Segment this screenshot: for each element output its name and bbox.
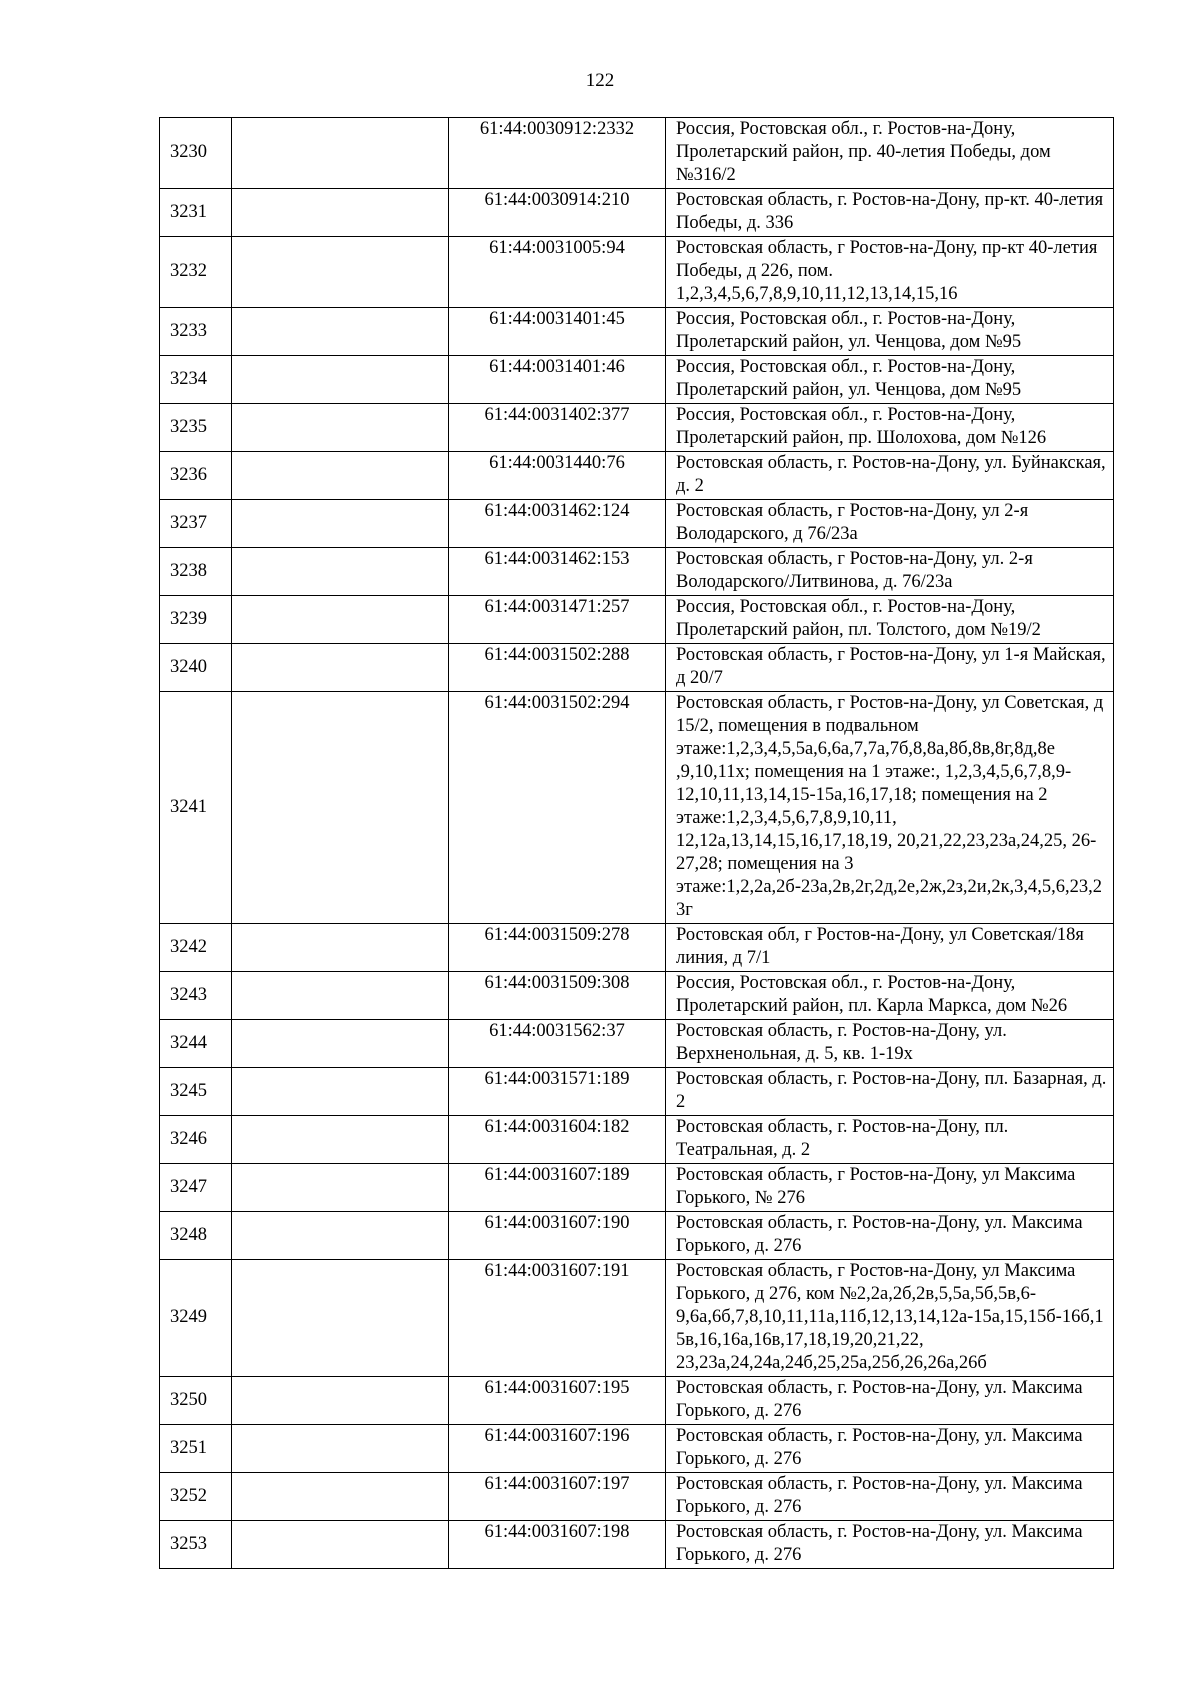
- row-number-cell: 3242: [160, 924, 232, 972]
- cadastral-number-cell: 61:44:0031607:189: [449, 1164, 666, 1212]
- address-cell: Ростовская область, г. Ростов-на-Дону, ул. Верхненольная, д. 5, кв. 1-19х: [666, 1020, 1114, 1068]
- table-row: [160, 1377, 1114, 1425]
- cadastral-number-cell: 61:44:0031607:191: [449, 1260, 666, 1377]
- cadastral-number-cell: 61:44:0031607:196: [449, 1425, 666, 1473]
- table-row: [160, 237, 1114, 308]
- address-cell: Ростовская область, г. Ростов-на-Дону, пр-кт. 40-летия Победы, д. 336: [666, 189, 1114, 237]
- empty-cell: [232, 1068, 449, 1116]
- address-cell: Ростовская область, г. Ростов-на-Дону, ул. Максима Горького, д. 276: [666, 1473, 1114, 1521]
- address-cell: Россия, Ростовская обл., г. Ростов-на-Дону, Пролетарский район, пл. Толстого, дом №19/2: [666, 596, 1114, 644]
- address-cell: Ростовская область, г. Ростов-на-Дону, ул. Буйнакская, д. 2: [666, 452, 1114, 500]
- table-row: [160, 356, 1114, 404]
- empty-cell: [232, 1116, 449, 1164]
- row-number-cell: 3243: [160, 972, 232, 1020]
- address-cell: Россия, Ростовская обл., г. Ростов-на-Дону, Пролетарский район, ул. Ченцова, дом №95: [666, 356, 1114, 404]
- table-row: [160, 692, 1114, 924]
- cadastral-number-cell: 61:44:0031607:195: [449, 1377, 666, 1425]
- row-number-cell: 3248: [160, 1212, 232, 1260]
- address-cell: Ростовская область, г Ростов-на-Дону, ул Максима Горького, № 276: [666, 1164, 1114, 1212]
- empty-cell: [232, 1260, 449, 1377]
- table-row: [160, 1164, 1114, 1212]
- address-cell: Ростовская область, г Ростов-на-Дону, пр-кт 40-летия Победы, д 226, пом. 1,2,3,4,5,6,7,8,9,10,11,12,13,14,15,16: [666, 237, 1114, 308]
- empty-cell: [232, 548, 449, 596]
- empty-cell: [232, 118, 449, 189]
- table-row: [160, 1260, 1114, 1377]
- cadastral-number-cell: 61:44:0030912:2332: [449, 118, 666, 189]
- row-number-cell: 3252: [160, 1473, 232, 1521]
- row-number-cell: 3237: [160, 500, 232, 548]
- table-row: [160, 972, 1114, 1020]
- cadastral-number-cell: 61:44:0031402:377: [449, 404, 666, 452]
- row-number-cell: 3231: [160, 189, 232, 237]
- cadastral-number-cell: 61:44:0031502:294: [449, 692, 666, 924]
- table-row: [160, 308, 1114, 356]
- cadastral-number-cell: 61:44:0031509:278: [449, 924, 666, 972]
- cadastral-number-cell: 61:44:0031462:153: [449, 548, 666, 596]
- row-number-cell: 3244: [160, 1020, 232, 1068]
- row-number-cell: 3240: [160, 644, 232, 692]
- registry-table-body: [160, 118, 1114, 1569]
- cadastral-number-cell: 61:44:0031604:182: [449, 1116, 666, 1164]
- cadastral-number-cell: 61:44:0031562:37: [449, 1020, 666, 1068]
- table-row: [160, 189, 1114, 237]
- cadastral-number-cell: 61:44:0031462:124: [449, 500, 666, 548]
- row-number-cell: 3239: [160, 596, 232, 644]
- table-row: [160, 1473, 1114, 1521]
- row-number-cell: 3235: [160, 404, 232, 452]
- table-row: [160, 644, 1114, 692]
- address-cell: Ростовская область, г Ростов-на-Дону, ул. 2-я Володарского/Литвинова, д. 76/23а: [666, 548, 1114, 596]
- page-number: 122: [585, 70, 615, 91]
- empty-cell: [232, 1473, 449, 1521]
- empty-cell: [232, 1425, 449, 1473]
- row-number-cell: 3246: [160, 1116, 232, 1164]
- table-row: [160, 924, 1114, 972]
- cadastral-number-cell: 61:44:0031571:189: [449, 1068, 666, 1116]
- address-cell: Ростовская обл, г Ростов-на-Дону, ул Советская/18я линия, д 7/1: [666, 924, 1114, 972]
- empty-cell: [232, 1020, 449, 1068]
- empty-cell: [232, 500, 449, 548]
- table-row: [160, 1020, 1114, 1068]
- table-row: [160, 1521, 1114, 1569]
- table-row: [160, 1425, 1114, 1473]
- cadastral-number-cell: 61:44:0031401:46: [449, 356, 666, 404]
- row-number-cell: 3253: [160, 1521, 232, 1569]
- row-number-cell: 3234: [160, 356, 232, 404]
- row-number-cell: 3241: [160, 692, 232, 924]
- row-number-cell: 3251: [160, 1425, 232, 1473]
- cadastral-number-cell: 61:44:0031502:288: [449, 644, 666, 692]
- cadastral-number-cell: 61:44:0031509:308: [449, 972, 666, 1020]
- address-cell: Ростовская область, г Ростов-на-Дону, ул 2-я Володарского, д 76/23а: [666, 500, 1114, 548]
- row-number-cell: 3236: [160, 452, 232, 500]
- table-row: [160, 1116, 1114, 1164]
- empty-cell: [232, 596, 449, 644]
- row-number-cell: 3230: [160, 118, 232, 189]
- empty-cell: [232, 1521, 449, 1569]
- table-row: [160, 118, 1114, 189]
- empty-cell: [232, 237, 449, 308]
- address-cell: Ростовская область, г. Ростов-на-Дону, ул. Максима Горького, д. 276: [666, 1521, 1114, 1569]
- row-number-cell: 3250: [160, 1377, 232, 1425]
- cadastral-number-cell: 61:44:0031607:197: [449, 1473, 666, 1521]
- address-cell: Россия, Ростовская обл., г. Ростов-на-Дону, Пролетарский район, пр. Шолохова, дом №126: [666, 404, 1114, 452]
- address-cell: Россия, Ростовская обл., г. Ростов-на-Дону, Пролетарский район, пл. Карла Маркса, дом №26: [666, 972, 1114, 1020]
- cadastral-number-cell: 61:44:0031401:45: [449, 308, 666, 356]
- address-cell: Ростовская область, г. Ростов-на-Дону, ул. Максима Горького, д. 276: [666, 1425, 1114, 1473]
- address-cell: Ростовская область, г. Ростов-на-Дону, ул. Максима Горького, д. 276: [666, 1377, 1114, 1425]
- address-cell: Ростовская область, г. Ростов-на-Дону, пл. Театральная, д. 2: [666, 1116, 1114, 1164]
- row-number-cell: 3249: [160, 1260, 232, 1377]
- address-cell: Ростовская область, г. Ростов-на-Дону, ул. Максима Горького, д. 276: [666, 1212, 1114, 1260]
- empty-cell: [232, 452, 449, 500]
- registry-table: [159, 117, 1114, 1569]
- empty-cell: [232, 356, 449, 404]
- empty-cell: [232, 1377, 449, 1425]
- address-cell: Ростовская область, г Ростов-на-Дону, ул Советская, д 15/2, помещения в подвальном этаже:1,2,3,4,5,5а,6,6а,7,7а,7б,8,8а,8б,8в,8г,8д,8е ,9,10,11х; помещения на 1 этаже:, 1,2,3,4,5,6,7,8,9-12,10,11,13,14,15-15а,16,17,18; помещения на 2 этаже:1,2,3,4,5,6,7,8,9,10,11, 12,12а,13,14,15,16,17,18,19, 20,21,22,23,23а,24,25, 26-27,28; помещения на 3 этаже:1,2,2а,2б-23а,2в,2г,2д,2е,2ж,2з,2и,2к,3,4,5,6,23,23г: [666, 692, 1114, 924]
- table-row: [160, 1068, 1114, 1116]
- table-row: [160, 452, 1114, 500]
- address-cell: Ростовская область, г Ростов-на-Дону, ул Максима Горького, д 276, ком №2,2а,2б,2в,5,5а,5б,5в,6-9,6а,6б,7,8,10,11,11а,11б,12,13,14,12а-15а,15,15б-16б,15в,16,16а,16в,17,18,19,20,21,22, 23,23а,24,24а,24б,25,25а,25б,26,26а,26б: [666, 1260, 1114, 1377]
- row-number-cell: 3247: [160, 1164, 232, 1212]
- empty-cell: [232, 1164, 449, 1212]
- address-cell: Россия, Ростовская обл., г. Ростов-на-Дону, Пролетарский район, ул. Ченцова, дом №95: [666, 308, 1114, 356]
- cadastral-number-cell: 61:44:0030914:210: [449, 189, 666, 237]
- empty-cell: [232, 1212, 449, 1260]
- row-number-cell: 3245: [160, 1068, 232, 1116]
- table-row: [160, 404, 1114, 452]
- empty-cell: [232, 404, 449, 452]
- empty-cell: [232, 692, 449, 924]
- cadastral-number-cell: 61:44:0031607:198: [449, 1521, 666, 1569]
- empty-cell: [232, 189, 449, 237]
- empty-cell: [232, 972, 449, 1020]
- empty-cell: [232, 644, 449, 692]
- empty-cell: [232, 924, 449, 972]
- cadastral-number-cell: 61:44:0031607:190: [449, 1212, 666, 1260]
- row-number-cell: 3233: [160, 308, 232, 356]
- table-row: [160, 500, 1114, 548]
- address-cell: Россия, Ростовская обл., г. Ростов-на-Дону, Пролетарский район, пр. 40-летия Победы, дом №316/2: [666, 118, 1114, 189]
- cadastral-number-cell: 61:44:0031471:257: [449, 596, 666, 644]
- row-number-cell: 3232: [160, 237, 232, 308]
- address-cell: Ростовская область, г. Ростов-на-Дону, пл. Базарная, д. 2: [666, 1068, 1114, 1116]
- address-cell: Ростовская область, г Ростов-на-Дону, ул 1-я Майская, д 20/7: [666, 644, 1114, 692]
- row-number-cell: 3238: [160, 548, 232, 596]
- cadastral-number-cell: 61:44:0031005:94: [449, 237, 666, 308]
- table-row: [160, 596, 1114, 644]
- table-row: [160, 1212, 1114, 1260]
- cadastral-number-cell: 61:44:0031440:76: [449, 452, 666, 500]
- empty-cell: [232, 308, 449, 356]
- table-row: [160, 548, 1114, 596]
